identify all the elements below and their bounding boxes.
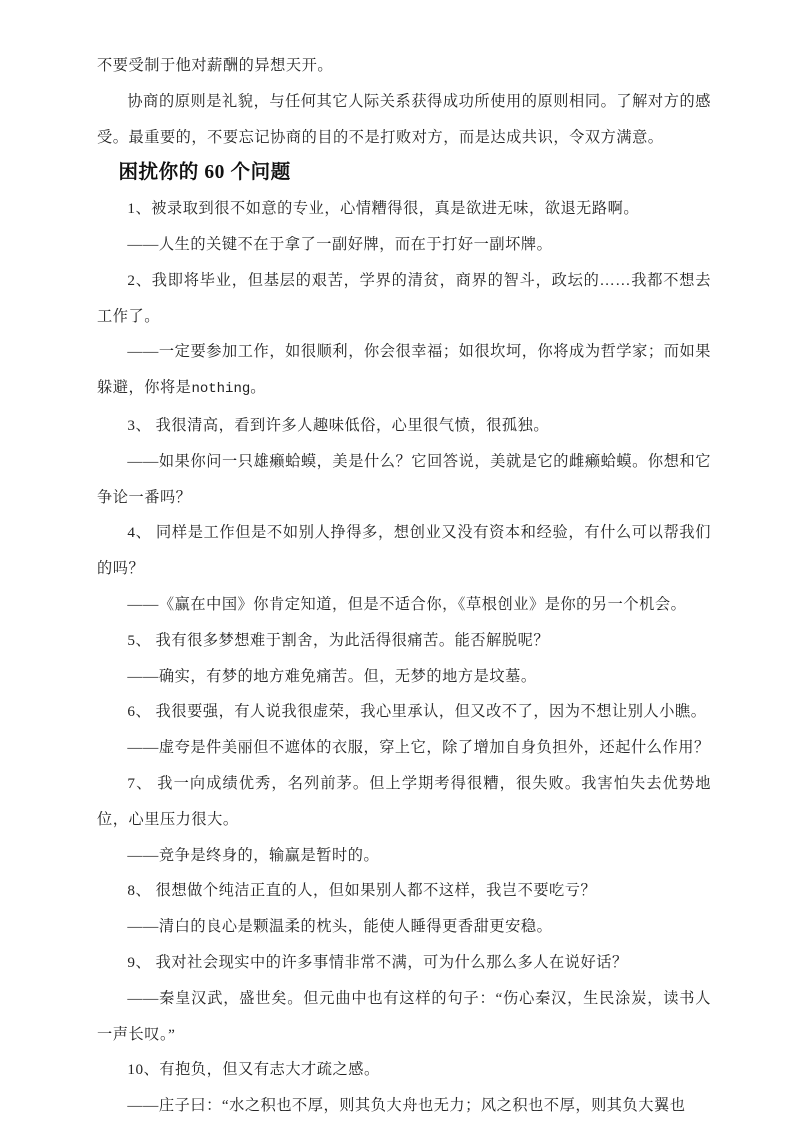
question-7: 7、 我一向成绩优秀，名列前茅。但上学期考得很糟，很失败。我害怕失去优势地位，心里压力很大。 [97, 774, 711, 828]
answer-8: ——清白的良心是颗温柔的枕头，能使人睡得更香甜更安稳。 [127, 918, 553, 936]
lead-line: 不要受制于他对薪酬的异想天开。 [97, 57, 334, 74]
answer-2 [97, 334, 711, 408]
answer-2-latin-word: nothing [191, 381, 251, 398]
section-heading: 困扰你的 60 个问题 [118, 162, 291, 184]
question-2: 2、我即将毕业，但基层的艰苦，学界的清贫，商界的智斗，政坛的……我都不想去工作了。 [97, 271, 711, 325]
question-6: 6、 我很要强，有人说我很虚荣，我心里承认，但又改不了，因为不想让别人小瞧。 [127, 703, 707, 721]
answer-10: ——庄子曰：“水之积也不厚，则其负大舟也无力；风之积也不厚，则其负大翼也 [127, 1097, 686, 1115]
answer-1: ——人生的关键不在于拿了一副好牌，而在于打好一副坏牌。 [127, 235, 553, 253]
question-8: 8、 很想做个纯洁正直的人，但如果别人都不这样，我岂不要吃亏？ [127, 882, 597, 900]
question-9: 9、 我对社会现实中的许多事情非常不满，可为什么那么多人在说好话？ [127, 953, 628, 971]
answer-2-text-part1: ——一定要参加工作，如很顺利，你会很幸福；如很坎坷，你将成为哲学家；而如果躲避，你将是 [97, 343, 711, 397]
question-3: 3、 我很清高，看到许多人趣味低俗，心里很气愤，很孤独。 [127, 416, 550, 434]
answer-3: ——如果你问一只雄癞蛤蟆，美是什么？它回答说，美就是它的雌癞蛤蟆。你想和它争论一番吗？ [97, 452, 711, 506]
question-4: 4、 同样是工作但是不如别人挣得多，想创业又没有资本和经验，有什么可以帮我们的吗？ [97, 524, 711, 578]
answer-5: ——确实，有梦的地方难免痛苦。但，无梦的地方是坟墓。 [127, 667, 537, 685]
intro-paragraph: 协商的原则是礼貌，与任何其它人际关系获得成功所使用的原则相同。了解对方的感受。最重要的，不要忘记协商的目的不是打败对方，而是达成共识，令双方满意。 [97, 92, 711, 146]
answer-6: ——虚夸是件美丽但不遮体的衣服，穿上它，除了增加自身负担外，还起什么作用？ [127, 739, 710, 757]
question-1: 1、被录取到很不如意的专业，心情糟得很，真是欲进无味，欲退无路啊。 [127, 200, 640, 218]
answer-2-text-part2: 。 [250, 379, 266, 397]
answer-7: ——竞争是终身的，输赢是暂时的。 [127, 846, 380, 864]
answer-4: ——《赢在中国》你肯定知道，但是不适合你，《草根创业》是你的另一个机会。 [127, 595, 687, 613]
question-5: 5、 我有很多梦想难于割舍，为此活得很痛苦。能否解脱呢？ [127, 631, 550, 649]
question-10: 10、有抱负，但又有志大才疏之感。 [127, 1061, 380, 1079]
document-text-column [97, 48, 711, 1122]
answer-9: ——秦皇汉武，盛世矣。但元曲中也有这样的句子：“伤心秦汉，生民涂炭，读书人一声长叹。” [97, 989, 711, 1043]
